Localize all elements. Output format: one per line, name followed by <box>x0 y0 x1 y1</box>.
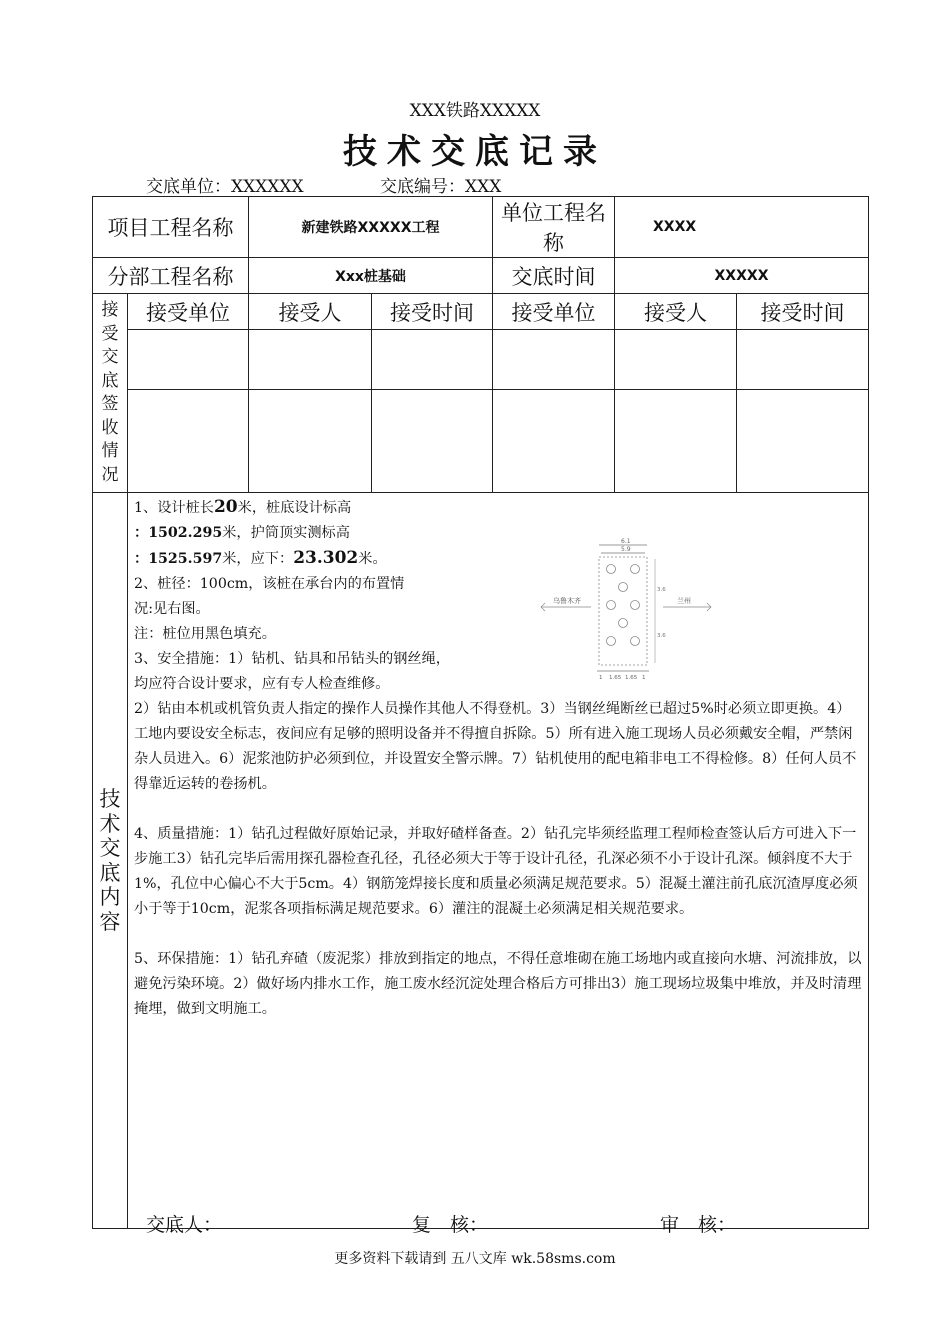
content-line: ：1525.597米，应下：23.302米。 <box>134 548 387 568</box>
receipt-cell[interactable] <box>128 390 249 493</box>
receipt-cell[interactable] <box>249 330 372 390</box>
receipt-header: 接受单位 <box>128 294 249 330</box>
receipt-cell[interactable] <box>128 330 249 390</box>
receipt-cell[interactable] <box>615 330 737 390</box>
side-dim-1: 3.6 <box>657 587 666 593</box>
content-line: 均应符合设计要求，应有专人检查维修。 <box>134 676 390 692</box>
sub-project-label: 分部工程名称 <box>93 258 249 294</box>
info-row-project <box>93 197 869 258</box>
discloser-label: 交底人： <box>146 1214 223 1236</box>
receipt-row <box>93 390 869 493</box>
content-side-label: 技术交底内容 <box>93 493 128 1229</box>
content-line: 况:见右图。 <box>134 601 210 617</box>
top-dim-2: 5.9 <box>621 546 631 553</box>
auditor-label: 审 核： <box>660 1214 737 1236</box>
receipt-cell[interactable] <box>737 330 869 390</box>
sub-project-value: Xxx桩基础 <box>249 258 493 294</box>
receipt-cell[interactable] <box>372 390 493 493</box>
document-subtitle: XXX铁路XXXXX <box>409 101 541 121</box>
disclosure-time-value: XXXXX <box>615 258 869 294</box>
receipt-header: 接受人 <box>249 294 372 330</box>
receipt-header-row <box>93 294 869 330</box>
content-row <box>93 493 869 1229</box>
bottom-dim: 1 <box>642 675 646 681</box>
content-line: 1、设计桩长20米，桩底设计标高 <box>134 497 352 517</box>
receipt-row <box>93 330 869 390</box>
content-line: 注：桩位用黑色填充。 <box>134 626 276 642</box>
record-table <box>92 196 869 1229</box>
west-label: 乌鲁木齐 <box>553 597 581 605</box>
content-line: 2、桩径：100cm，该桩在承台内的布置情 <box>134 576 405 592</box>
receipt-side-label: 接受交底签收情况 <box>93 294 128 493</box>
east-label: 兰州 <box>677 597 691 605</box>
side-dim-2: 3.6 <box>657 633 666 639</box>
bottom-dim: 1.65 <box>609 675 622 681</box>
project-name-value: 新建铁路XXXXX工程 <box>249 197 493 258</box>
receipt-cell[interactable] <box>737 390 869 493</box>
environment-paragraph: 5、环保措施：1）钻孔弃碴（废泥浆）排放到指定的地点，不得任意堆砌在施工场地内或直接向水塘、河流排放，以避免污染环境。2）做好场内排水工作，施工废水经沉淀处理合格后方可排出3）施工现场垃圾集中堆放，并及时清理掩埋，做到文明施工。 <box>134 951 862 1017</box>
receipt-cell[interactable] <box>372 330 493 390</box>
receipt-header: 接受单位 <box>493 294 615 330</box>
quality-paragraph: 4、质量措施：1）钻孔过程做好原始记录，并取好碴样备查。2）钻孔完毕须经监理工程师检查签认后方可进入下一步施工3）钻孔完毕后需用探孔器检查孔径，孔径必须大于等于设计孔径，孔深必须不小于设计孔深。倾斜度不大于1%，孔位中心偏心不大于5cm。4）钢筋笼焊接长度和质量必须满足规范要求。5）混凝土灌注前孔底沉渣厚度必须小于等于10cm，泥浆各项指标满足规范要求。6）灌注的混凝土必须满足相关规范要求。 <box>134 826 858 917</box>
receipt-header: 接受时间 <box>372 294 493 330</box>
unit-label: 交底单位：XXXXXX <box>146 177 304 197</box>
content-body <box>128 493 869 1229</box>
download-note: 更多资料下载请到 五八文库 wk.58sms.com <box>334 1251 616 1267</box>
cap-outline <box>599 557 647 665</box>
unit-project-label: 单位工程名称 <box>493 197 615 258</box>
receipt-cell[interactable] <box>493 390 615 493</box>
bottom-dim: 1.65 <box>625 675 638 681</box>
unit-project-value: XXXX <box>615 197 869 258</box>
receipt-cell[interactable] <box>493 330 615 390</box>
safety-paragraph: 2）钻由本机或机管负责人指定的操作人员操作其他人不得登机。3）当钢丝绳断丝已超过5%时必须立即更换。4）工地内要设安全标志，夜间应有足够的照明设备并不得擅自拆除。5）所有进入施工现场人员必须戴安全帽，严禁闲杂人员进入。6）泥浆池防护必须到位，并设置安全警示牌。7）钻机使用的配电箱非电工不得检修。8）任何人员不得靠近运转的卷扬机。 <box>134 701 857 792</box>
top-dim-1: 6.1 <box>621 538 631 545</box>
reviewer-label: 复 核： <box>412 1214 489 1236</box>
receipt-header: 接受人 <box>615 294 737 330</box>
receipt-cell[interactable] <box>249 390 372 493</box>
content-line: 3、安全措施：1）钻机、钻具和吊钻头的钢丝绳， <box>134 651 450 667</box>
disclosure-time-label: 交底时间 <box>493 258 615 294</box>
content-line: ：1502.295米，护筒顶实测标高 <box>134 525 350 541</box>
info-row-sub <box>93 258 869 294</box>
project-name-label: 项目工程名称 <box>93 197 249 258</box>
receipt-cell[interactable] <box>615 390 737 493</box>
pile-layout-diagram <box>539 537 719 687</box>
receipt-header: 接受时间 <box>737 294 869 330</box>
bottom-dim: 1 <box>599 675 603 681</box>
document-title: 技术交底记录 <box>343 132 607 172</box>
code-label: 交底编号：XXX <box>380 177 502 197</box>
